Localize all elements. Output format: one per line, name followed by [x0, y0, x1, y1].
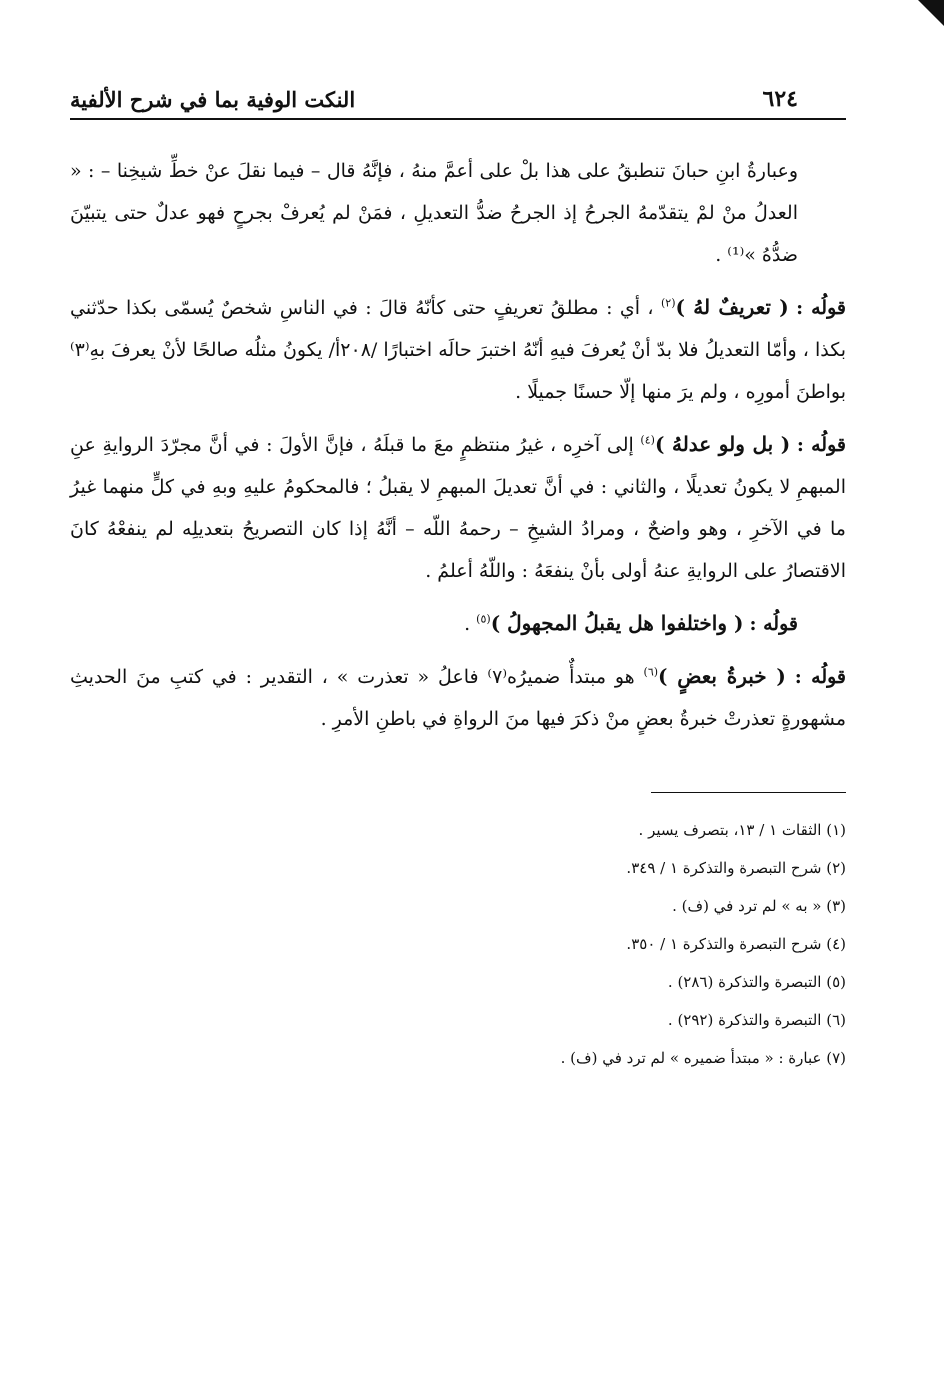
paragraph-text: هو مبتدأٌ ضميرُه⁽٧⁾ فاعلُ « تعذرت » ، التقدير : في كتبِ منَ الحديثِ مشهورةٍ تعذرتْ خبرةُ بعضٍ منْ ذكرَ فيها منَ الرواةِ في باطنِ الأمرِ .	[70, 666, 846, 730]
paragraph-khibra	[70, 655, 846, 740]
quoted-phrase: ( تعريفٌ لهُ )	[675, 295, 789, 319]
paragraph-text: إلى آخرِه ، غيرُ منتظمٍ معَ ما قبلَهُ ، فإنَّ الأولَ : في أنَّ مجرّدَ الروايةِ عنِ المبهمِ لا يكونُ تعديلًا ، والثاني : في أنَّ تعديلَ المبهمِ لا يقبلُ ؛ فالمحكومُ عليهِ وبهِ في كلٍّ منهما غيرُ ما في الآخرِ ، وهو واضحٌ ، ومرادُ الشيخِ – رحمهُ اللّه – أنَّهُ إذا كان التصريحُ بتعديلِه لم ينفعْهُ كانَ الاقتصارُ على الروايةِ عنهُ أولى بأنْ ينفعَهُ : واللّهُ أعلمُ .	[70, 434, 846, 582]
book-page	[70, 60, 846, 1077]
footnote-6: (٦) التبصرة والتذكرة (٢٩٢) .	[667, 1011, 846, 1029]
paragraph-text: .	[464, 613, 471, 635]
qawluhu-label: قولُه :	[796, 297, 846, 319]
quoted-phrase: ( واختلفوا هل يقبلُ المجهولُ )	[490, 611, 744, 635]
footnote-4: (٤) شرح التبصرة والتذكرة ١ / ٣٥٠.	[626, 935, 846, 953]
header-rule	[70, 118, 846, 120]
footnote-7: (٧) عبارة : « مبتدأ ضميره » لم ترد في (ف) .	[560, 1049, 846, 1067]
qawluhu-label: قولُه :	[794, 666, 847, 688]
footnote-separator	[651, 792, 846, 793]
qawluhu-label: قولُه :	[796, 434, 846, 456]
main-text	[70, 150, 846, 740]
paragraph-bal-walaw	[70, 423, 846, 592]
page-number: ٦٢٤	[762, 86, 798, 112]
quoted-phrase: ( خبرةُ بعضٍ )	[658, 664, 786, 688]
paragraph-ikhtalafu	[70, 602, 846, 645]
paragraph-ibn-hibban	[70, 150, 846, 276]
paragraph-tarif	[70, 286, 846, 413]
footnote-marker: (٢)	[660, 296, 676, 310]
paragraph-text: وعبارةُ ابنِ حبانَ تنطبقُ على هذا بلْ على أعمَّ منهُ ، فإنَّهُ قال – فيما نقلَ عنْ خطِّ شيخِنا – : « العدلُ منْ لمْ يتقدّمهُ الجرحُ إذ الجرحُ ضدُّ التعديلِ ، فمَنْ لم يُعرفْ بجرحٍ فهو عدلٌ حتى يتبيّنَ ضدُّهُ »⁽¹⁾ .	[70, 160, 798, 266]
quoted-phrase: ( بل ولو عدلهُ )	[654, 432, 791, 456]
running-title: النكت الوفية بما في شرح الألفية	[70, 87, 356, 112]
page-header	[70, 60, 846, 112]
footnote-2: (٢) شرح التبصرة والتذكرة ١ / ٣٤٩.	[626, 859, 846, 877]
footnote-marker: (٤)	[640, 433, 655, 447]
footnotes	[70, 811, 846, 1077]
footnote-1: (١) الثقات ١ / ١٣، بتصرف يسير .	[638, 821, 846, 839]
footnote-3: (٣) « به » لم ترد في (ف) .	[672, 897, 846, 915]
footnote-marker: (٦)	[643, 665, 659, 679]
footnote-marker: (٥)	[476, 612, 491, 626]
qawluhu-label: قولُه :	[749, 613, 798, 635]
page-corner-mark	[918, 0, 944, 26]
paragraph-text: ، أي : مطلقُ تعريفٍ حتى كأنّهُ قالَ : في الناسِ شخصٌ يُسمّى بكذا حدّثني بكذا ، وأمّا التعديلُ فلا بدّ أنْ يُعرفَ فيهِ أنّهُ اختبرَ حالَه اختبارًا /٢٠٨أ/ يكونُ مثلُه صالحًا لأنْ يعرفَ بهِ⁽٣⁾ بواطنَ أمورِه ، ولم يرَ منها إلّا حسنًا جميلًا .	[70, 297, 846, 403]
footnote-5: (٥) التبصرة والتذكرة (٢٨٦) .	[667, 973, 846, 991]
